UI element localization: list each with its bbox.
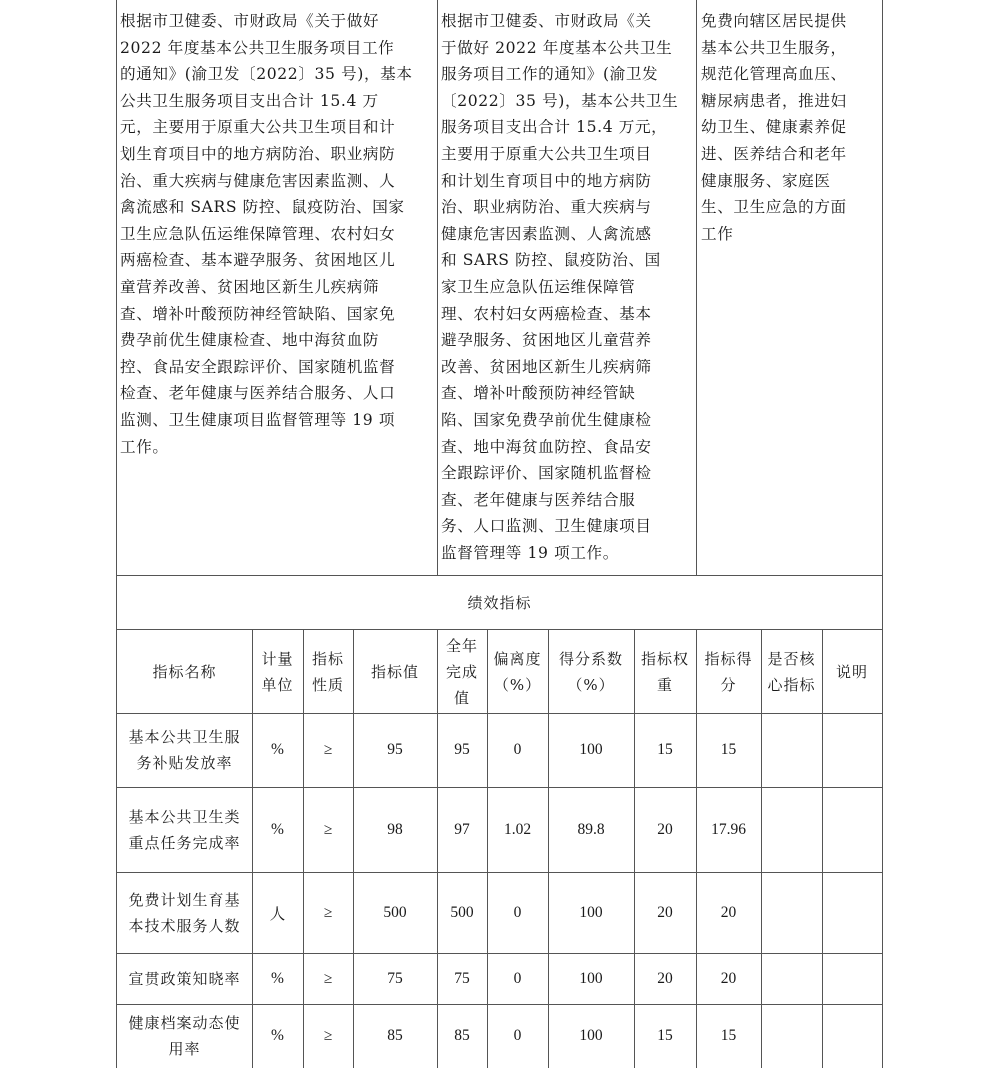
header-target-value: 指标值 [370,662,419,681]
row-2-score: 17.96 [711,820,746,838]
rule-top-section-bottom [116,575,883,576]
row-1-coefficient: 100 [579,741,603,758]
col-divider-8 [696,630,697,1068]
top-divider-1 [437,0,438,576]
service-content-cell: 免费向辖区居民提供 基本公共卫生服务， 规范化管理高血压、 糖尿病患者，推进妇 幼卫生、健康素养促 进、医养结合和老年 健康服务、家庭医 生、卫生应急的方面 工作 [701,12,847,243]
row-5-actual: 85 [454,1027,470,1044]
row-3-note [822,872,882,953]
header-actual-value: 全年 完成 值 [445,636,478,707]
row-5-score: 15 [720,1027,737,1044]
header-note: 说明 [835,662,868,681]
row-2-name: 基本公共卫生类 重点任务完成率 [128,807,241,852]
row-4-unit: % [271,969,284,987]
rule-row-4-bottom [116,1004,883,1005]
row-4-deviation: 0 [513,969,522,987]
col-divider-7 [634,630,635,1068]
row-1-note [822,713,882,787]
section-title: 绩效指标 [467,594,532,612]
col-divider-2 [303,630,304,1068]
col-divider-4 [437,630,438,1068]
row-3-target: 500 [383,903,407,921]
rule-title-bottom [116,629,883,630]
header-weight: 指标权 重 [640,649,689,694]
table-border-right [882,0,883,1068]
row-1-weight: 15 [657,741,673,758]
header-indicator-name: 指标名称 [152,662,217,681]
rule-row-3-bottom [116,953,883,954]
row-1-unit: % [271,741,284,758]
row-3-score: 20 [720,903,737,921]
row-4-actual: 75 [454,969,470,987]
row-2-coefficient: 89.8 [577,820,605,838]
row-2-target: 98 [387,820,403,838]
row-1-nature: ≥ [323,741,333,758]
row-3-core [761,872,822,953]
col-divider-1 [252,630,253,1068]
col-divider-5 [487,630,488,1068]
row-3-name: 免费计划生育基 本技术服务人数 [128,890,241,935]
row-3-nature: ≥ [323,903,333,921]
header-nature: 指标 性质 [311,649,344,694]
col-divider-9 [761,630,762,1068]
row-5-coefficient: 100 [579,1027,603,1044]
row-5-core [761,1004,822,1068]
header-core-indicator: 是否核 心指标 [767,649,816,694]
row-4-note [822,953,882,1004]
row-5-name: 健康档案动态使 用率 [128,1014,241,1058]
row-5-weight: 15 [657,1027,673,1044]
row-1-score: 15 [720,741,737,758]
col-divider-6 [548,630,549,1068]
row-2-nature: ≥ [323,820,333,838]
top-divider-2 [696,0,697,576]
row-3-deviation: 0 [513,903,522,921]
row-4-weight: 20 [657,969,673,987]
row-1-core [761,713,822,787]
row-1-deviation: 0 [513,741,522,758]
header-score-coefficient: 得分系数 （%） [558,649,623,694]
row-4-core [761,953,822,1004]
row-5-deviation: 0 [513,1027,522,1044]
row-3-coefficient: 100 [579,903,603,921]
row-5-unit: % [271,1027,284,1044]
row-2-weight: 20 [657,820,673,838]
row-3-weight: 20 [657,903,673,921]
rule-header-bottom [116,713,883,714]
rule-row-1-bottom [116,787,883,788]
header-deviation: 偏离度 （%） [493,649,542,694]
row-3-unit: 人 [269,905,286,923]
row-2-core [761,787,822,872]
row-1-actual: 95 [454,741,470,758]
funding-usage-cell: 根据市卫健委、市财政局《关 于做好 2022 年度基本公共卫生 服务项目工作的通知》(渝卫发 〔2022〕35 号)，基本公共卫生 服务项目支出合计 15.4 万元， 主要用于原重大公共卫生项目 和计划生育项目中的地方病防 治、职业病防治、重大疾病与 健康危害因素监测、人禽流感 和 SARS 防控、鼠疫防治、国 家卫生应急队伍运维保障管 理、农村妇女两癌检查、基本 避孕服务、贫困地区儿童营养 改善、贫困地区新生儿疾病筛 查、增补叶酸预防神经管缺 陷、国家免费孕前优生健康检 查、地中海贫血防控、食品安 全跟踪评价、国家随机监督检 查、老年健康与医养结合服 务、人口监测、卫生健康项目 监督管理等 19 项工作。 [441,12,679,562]
header-score: 指标得 分 [704,649,753,694]
row-4-name: 宣贯政策知晓率 [128,969,241,988]
row-4-score: 20 [720,969,737,987]
row-2-deviation: 1.02 [503,820,532,838]
row-5-note [822,1004,882,1068]
row-2-note [822,787,882,872]
table-border-left [116,0,117,1068]
row-3-actual: 500 [450,903,474,921]
row-4-nature: ≥ [323,969,333,987]
row-1-target: 95 [387,741,403,758]
funding-description-cell: 根据市卫健委、市财政局《关于做好 2022 年度基本公共卫生服务项目工作 的通知》(渝卫发〔2022〕35 号)，基本 公共卫生服务项目支出合计 15.4 万 元，主要用于原重大公共卫生项目和计 划生育项目中的地方病防治、职业病防 治、重大疾病与健康危害因素监测、人 禽流感和 SARS 防控、鼠疫防治、国家 卫生应急队伍运维保障管理、农村妇女 两癌检查、基本避孕服务、贫困地区儿 童营养改善、贫困地区新生儿疾病筛 查、增补叶酸预防神经管缺陷、国家免 费孕前优生健康检查、地中海贫血防 控、食品安全跟踪评价、国家随机监督 检查、老年健康与医养结合服务、人口 监测、卫生健康项目监督管理等 19 项 工作。 [120,12,413,456]
row-5-nature: ≥ [323,1027,333,1044]
col-divider-3 [353,630,354,1068]
col-divider-10 [822,630,823,1068]
row-4-target: 75 [387,969,403,987]
row-2-actual: 97 [454,820,470,838]
rule-row-2-bottom [116,872,883,873]
row-1-name: 基本公共卫生服 务补贴发放率 [128,728,241,772]
row-2-unit: % [271,820,284,838]
row-5-target: 85 [387,1027,403,1044]
row-4-coefficient: 100 [579,969,603,987]
header-unit: 计量 单位 [261,649,294,694]
